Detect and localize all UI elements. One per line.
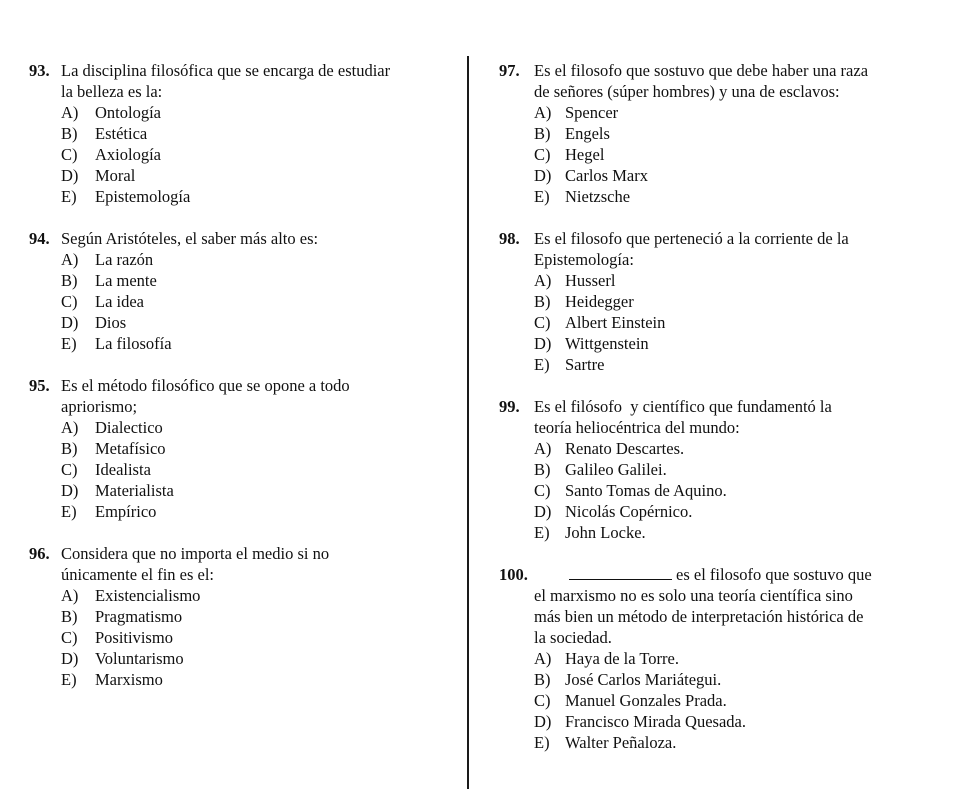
left-column <box>29 60 449 690</box>
stem-line: Según Aristóteles, el saber más alto es: <box>61 229 319 248</box>
option-c: C) Albert Einstein <box>534 313 666 332</box>
question-number: 95. <box>29 376 50 395</box>
question-94 <box>29 228 449 354</box>
option-d: D) Wittgenstein <box>534 334 649 353</box>
option-b: B) Pragmatismo <box>61 607 183 626</box>
option-c: C) Manuel Gonzales Prada. <box>534 691 727 710</box>
option-a: A) Husserl <box>534 271 616 290</box>
question-stem <box>499 585 929 648</box>
question-stem <box>499 60 929 102</box>
option-d: D) Francisco Mirada Quesada. <box>534 712 746 731</box>
question-number: 97. <box>499 61 520 80</box>
options-list <box>29 417 449 522</box>
option-e: E) Empírico <box>61 502 157 521</box>
option-a: A) Spencer <box>534 103 619 122</box>
question-stem <box>499 396 929 438</box>
option-b: B) La mente <box>61 271 157 290</box>
option-b: B) José Carlos Mariátegui. <box>534 670 722 689</box>
stem-line: La disciplina filosófica que se encarga de estudiar <box>61 61 391 80</box>
question-number: 100. <box>499 565 528 584</box>
option-d: D) Materialista <box>61 481 174 500</box>
question-stem <box>499 228 929 270</box>
stem-line: teoría heliocéntrica del mundo: <box>534 418 740 437</box>
question-number: 94. <box>29 229 50 248</box>
option-e: E) John Locke. <box>534 523 646 542</box>
option-d: D) Dios <box>61 313 127 332</box>
stem-line: la sociedad. <box>534 628 612 647</box>
option-a: A) Haya de la Torre. <box>534 649 679 668</box>
question-99 <box>499 396 929 543</box>
question-stem <box>29 228 449 249</box>
option-e: E) La filosofía <box>61 334 172 353</box>
option-d: D) Voluntarismo <box>61 649 184 668</box>
option-b: B) Engels <box>534 124 610 143</box>
option-d: D) Carlos Marx <box>534 166 648 185</box>
options-list <box>499 648 929 753</box>
stem-line: Es el filosofo que perteneció a la corriente de la <box>534 229 849 248</box>
option-a: A) Existencialismo <box>61 586 201 605</box>
option-d: D) Moral <box>61 166 136 185</box>
stem-line: apriorismo; <box>61 397 138 416</box>
question-number: 93. <box>29 61 50 80</box>
stem-line: Epistemología: <box>534 250 634 269</box>
option-d: D) Nicolás Copérnico. <box>534 502 693 521</box>
option-c: C) La idea <box>61 292 145 311</box>
option-b: B) Galileo Galilei. <box>534 460 667 479</box>
stem-line: Considera que no importa el medio si no <box>61 544 330 563</box>
option-a: A) Dialectico <box>61 418 163 437</box>
option-c: C) Positivismo <box>61 628 173 647</box>
option-e: E) Walter Peñaloza. <box>534 733 677 752</box>
option-b: B) Metafísico <box>61 439 166 458</box>
question-95 <box>29 375 449 522</box>
question-number: 96. <box>29 544 50 563</box>
question-stem <box>29 375 449 417</box>
right-column <box>499 60 929 753</box>
stem-line: Es el método filosófico que se opone a todo <box>61 376 350 395</box>
option-c: C) Idealista <box>61 460 151 479</box>
option-b: B) Estética <box>61 124 148 143</box>
column-divider <box>467 56 469 789</box>
option-e: E) Nietzsche <box>534 187 631 206</box>
option-a: A) Renato Descartes. <box>534 439 685 458</box>
stem-line: el marxismo no es solo una teoría científica sino <box>534 586 853 605</box>
fill-in-blank <box>569 565 672 580</box>
option-b: B) Heidegger <box>534 292 634 311</box>
options-list <box>29 585 449 690</box>
option-c: C) Axiología <box>61 145 161 164</box>
question-stem-first-line <box>499 564 929 585</box>
question-number: 98. <box>499 229 520 248</box>
question-96 <box>29 543 449 690</box>
option-e: E) Epistemología <box>61 187 191 206</box>
option-e: E) Sartre <box>534 355 605 374</box>
stem-line: únicamente el fin es el: <box>61 565 215 584</box>
options-list <box>29 102 449 207</box>
question-98 <box>499 228 929 375</box>
question-97 <box>499 60 929 207</box>
options-list <box>29 249 449 354</box>
question-stem <box>29 60 449 102</box>
stem-line: Es el filósofo y científico que fundamentó la <box>534 397 832 416</box>
stem-line: Es el filosofo que sostuvo que debe haber una raza <box>534 61 869 80</box>
stem-line: es el filosofo que sostuvo que <box>676 565 872 584</box>
option-e: E) Marxismo <box>61 670 163 689</box>
question-number: 99. <box>499 397 520 416</box>
stem-line: de señores (súper hombres) y una de esclavos: <box>534 82 840 101</box>
option-a: A) La razón <box>61 250 154 269</box>
question-100 <box>499 564 929 753</box>
option-c: C) Santo Tomas de Aquino. <box>534 481 727 500</box>
options-list <box>499 438 929 543</box>
stem-line: más bien un método de interpretación histórica de <box>534 607 864 626</box>
option-c: C) Hegel <box>534 145 605 164</box>
stem-line: la belleza es la: <box>61 82 163 101</box>
options-list <box>499 102 929 207</box>
question-93 <box>29 60 449 207</box>
options-list <box>499 270 929 375</box>
question-stem <box>29 543 449 585</box>
option-a: A) Ontología <box>61 103 161 122</box>
